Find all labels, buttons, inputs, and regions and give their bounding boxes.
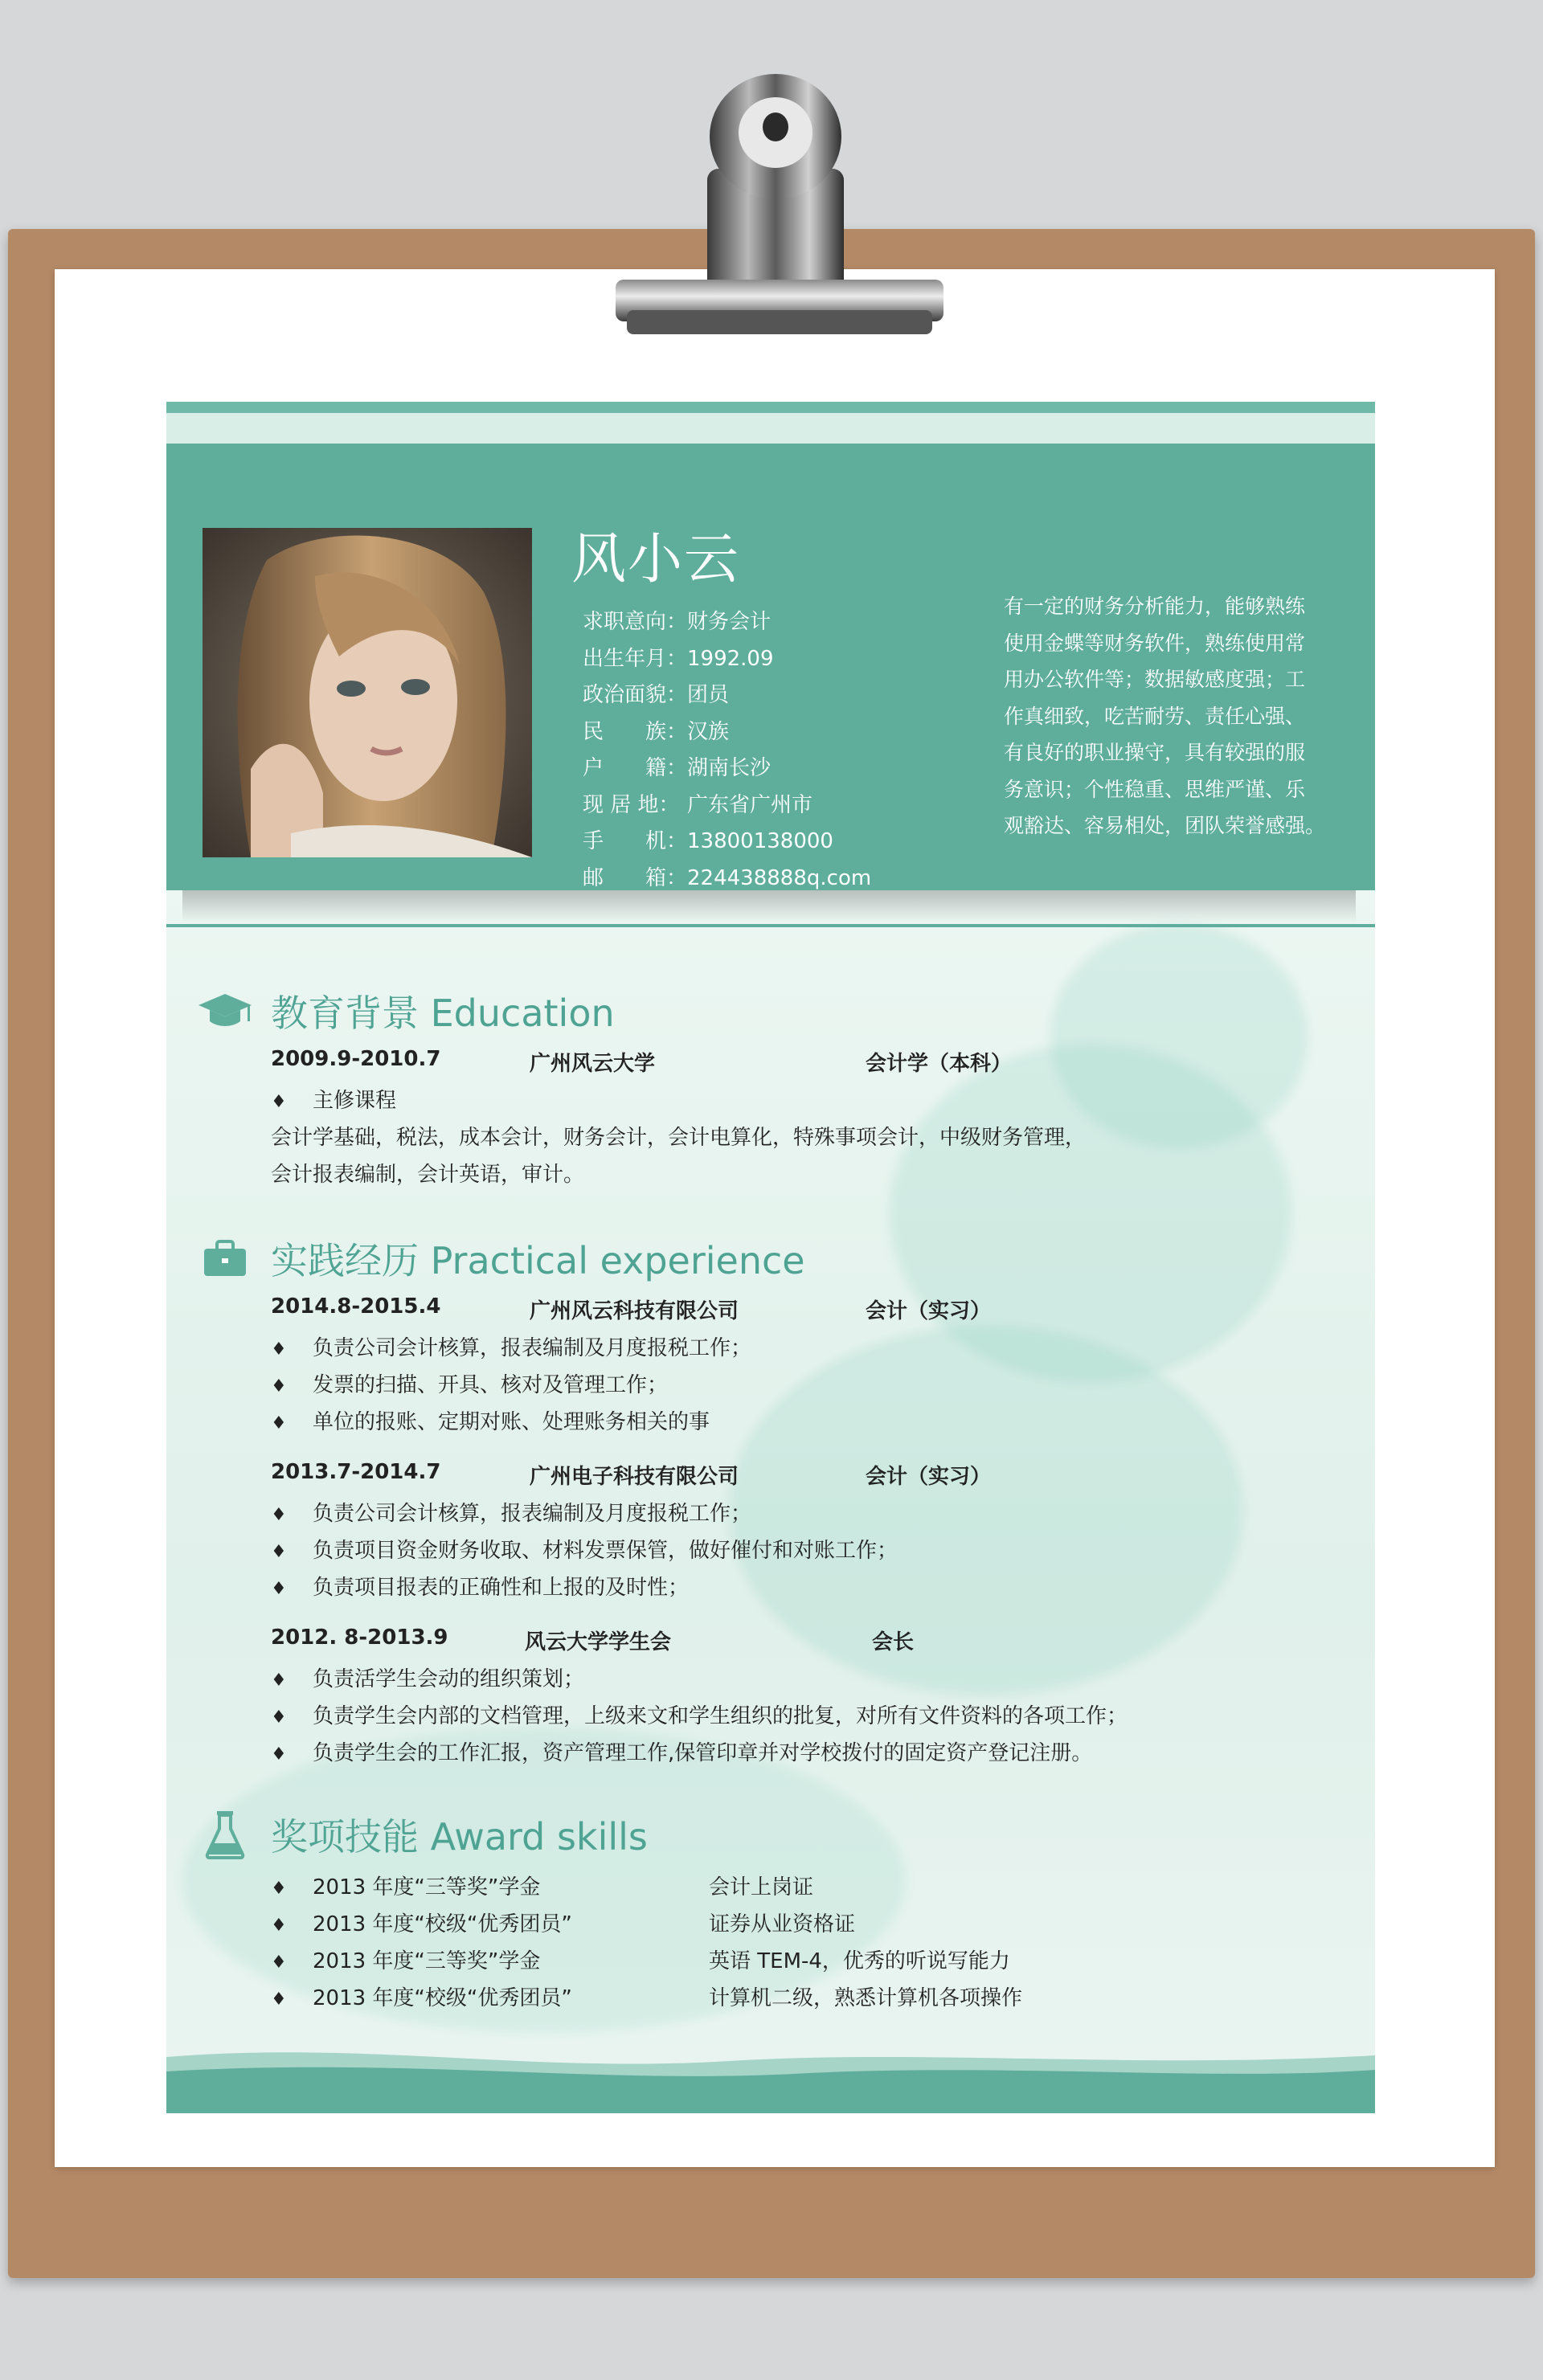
list-item: [271, 1944, 540, 1974]
diamond-bullet-icon: ♦: [271, 1916, 287, 1936]
watercolor-blot: [729, 1326, 1243, 1695]
entry-org: 广州电子科技有限公司: [530, 1465, 739, 1489]
list-item: [271, 1908, 572, 1937]
list-item-text: 负责公司会计核算，报表编制及月度报税工作；: [313, 1502, 752, 1526]
skill-item: 证券从业资格证: [709, 1912, 856, 1936]
entry-role: 会计（实习）: [866, 1465, 992, 1489]
info-value: 湖南长沙: [687, 756, 772, 780]
info-label: 手 机：: [583, 829, 688, 853]
graduation-cap-icon: [197, 987, 253, 1035]
list-item: [271, 1871, 540, 1900]
profile-photo: [203, 528, 532, 857]
section-heading: 奖项技能 Award skills: [271, 1815, 648, 1859]
summary-line: 务意识；个性稳重、思维严谨、乐: [1004, 777, 1306, 801]
diamond-bullet-icon: ♦: [271, 1953, 287, 1973]
list-item: [271, 1981, 572, 2011]
info-value: 广东省广州市: [687, 792, 813, 817]
list-item-text: 2013 年度“三等奖”学金: [313, 1875, 541, 1900]
course-text: 会计报表编制，会计英语，审计。: [271, 1163, 585, 1187]
info-value: 汉族: [687, 719, 730, 744]
list-item-text: 2013 年度“校级“优秀团员”: [313, 1986, 572, 2010]
info-label: 户 籍：: [583, 756, 688, 780]
summary-line: 有良好的职业操守，具有较强的服: [1004, 741, 1306, 764]
list-item: [271, 1331, 751, 1361]
list-item: [271, 1534, 898, 1564]
info-row: [583, 641, 871, 678]
list-item: [271, 1699, 1128, 1729]
list-item-text: 2013 年度“校级“优秀团员”: [313, 1912, 572, 1936]
list-item-text: 主修课程: [313, 1089, 397, 1113]
diamond-bullet-icon: ♦: [271, 1989, 287, 2010]
info-value: 团员: [687, 683, 730, 707]
list-item: [271, 1662, 584, 1692]
diamond-bullet-icon: ♦: [271, 1376, 287, 1397]
bottom-wave-decoration: [166, 2041, 1375, 2113]
skill-item: 英语 TEM-4，优秀的听说写能力: [709, 1949, 1010, 1973]
info-row: [583, 750, 871, 787]
entry-period: 2014.8-2015.4: [271, 1294, 441, 1319]
info-label: 政治面貌：: [583, 683, 688, 707]
briefcase-icon: [197, 1234, 253, 1282]
summary-line: 用办公软件等；数据敏感度强；工: [1004, 668, 1306, 691]
flask-icon: [197, 1810, 253, 1859]
profile-info-list: [583, 604, 871, 897]
info-label: 现 居 地：: [583, 792, 680, 817]
awards-section-title: [166, 1808, 648, 1861]
info-row: [583, 824, 871, 861]
practice-section-title: [166, 1232, 805, 1285]
list-item: [271, 1497, 751, 1527]
profile-header: [166, 444, 1375, 890]
info-label: 邮 箱：: [583, 865, 688, 890]
entry-period: 2013.7-2014.7: [271, 1460, 441, 1484]
info-value: 13800138000: [687, 829, 833, 853]
diamond-bullet-icon: ♦: [271, 1092, 287, 1112]
summary-line: 使用金蝶等财务软件，熟练使用常: [1004, 631, 1306, 655]
diamond-bullet-icon: ♦: [271, 1413, 287, 1433]
info-label: 求职意向：: [583, 610, 688, 634]
list-item: [271, 1571, 689, 1601]
info-row: [583, 787, 871, 824]
info-value: 1992.09: [687, 646, 774, 671]
info-value: 224438888q.com: [687, 865, 872, 890]
entry-role: 会长: [872, 1630, 915, 1654]
list-item-text: 单位的报账、定期对账、处理账务相关的事: [313, 1410, 710, 1434]
list-item: [271, 1084, 396, 1114]
education-section-title: [166, 984, 615, 1037]
section-heading: 实践经历 Practical experience: [271, 1239, 805, 1282]
diamond-bullet-icon: ♦: [271, 1744, 287, 1765]
summary-line: 有一定的财务分析能力，能够熟练: [1004, 595, 1306, 618]
diamond-bullet-icon: ♦: [271, 1879, 287, 1899]
list-item: [271, 1368, 668, 1398]
section-heading: 教育背景 Education: [271, 992, 615, 1035]
diamond-bullet-icon: ♦: [271, 1579, 287, 1599]
list-item-text: 2013 年度“三等奖”学金: [313, 1949, 541, 1973]
entry-period: 2012. 8-2013.9: [271, 1626, 448, 1650]
header-top-strip: [166, 402, 1375, 444]
entry-role: 会计学（本科）: [866, 1052, 1013, 1076]
info-row: [583, 714, 871, 751]
info-label: 民 族：: [583, 719, 688, 744]
course-text: 会计学基础，税法，成本会计，财务会计，会计电算化，特殊事项会计，中级财务管理，: [271, 1126, 1087, 1150]
skill-item: 会计上岗证: [709, 1875, 814, 1900]
summary-line: 作真细致，吃苦耐劳、责任心强、: [1004, 704, 1306, 728]
list-item-text: 负责学生会内部的文档管理，上级来文和学生组织的批复，对所有文件资料的各项工作；: [313, 1704, 1128, 1728]
self-summary: [1004, 588, 1329, 844]
candidate-name: 风小云: [571, 528, 741, 591]
list-item-text: 发票的扫描、开具、核对及管理工作；: [313, 1373, 669, 1397]
entry-org: 广州风云大学: [530, 1052, 656, 1076]
info-row: [583, 677, 871, 714]
header-shadow: [182, 890, 1356, 922]
list-item: [271, 1405, 710, 1435]
diamond-bullet-icon: ♦: [271, 1339, 287, 1360]
resume-card: [166, 402, 1375, 2113]
list-item: [271, 1736, 1092, 1766]
diamond-bullet-icon: ♦: [271, 1505, 287, 1525]
watercolor-blot: [1050, 924, 1308, 1149]
diamond-bullet-icon: ♦: [271, 1670, 287, 1691]
list-item-text: 负责项目报表的正确性和上报的及时性；: [313, 1576, 690, 1600]
skill-item: 计算机二级，熟悉计算机各项操作: [709, 1986, 1023, 2010]
info-label: 出生年月：: [583, 646, 688, 671]
diamond-bullet-icon: ♦: [271, 1542, 287, 1562]
list-item-text: 负责项目资金财务收取、材料发票保管，做好催付和对账工作；: [313, 1539, 898, 1563]
list-item-text: 负责公司会计核算，报表编制及月度报税工作；: [313, 1336, 752, 1360]
entry-org: 风云大学学生会: [525, 1630, 672, 1654]
entry-role: 会计（实习）: [866, 1299, 992, 1323]
header-divider: [166, 924, 1375, 927]
diamond-bullet-icon: ♦: [271, 1707, 287, 1728]
entry-org: 广州风云科技有限公司: [530, 1299, 739, 1323]
list-item-text: 负责学生会的工作汇报，资产管理工作,保管印章并对学校拨付的固定资产登记注册。: [313, 1741, 1093, 1765]
info-row: [583, 604, 871, 641]
list-item-text: 负责活学生会动的组织策划；: [313, 1667, 585, 1691]
entry-period: 2009.9-2010.7: [271, 1047, 441, 1071]
summary-line: 观豁达、容易相处，团队荣誉感强。: [1004, 814, 1326, 837]
info-value: 财务会计: [687, 610, 772, 634]
binder-clip-icon: [611, 48, 948, 354]
